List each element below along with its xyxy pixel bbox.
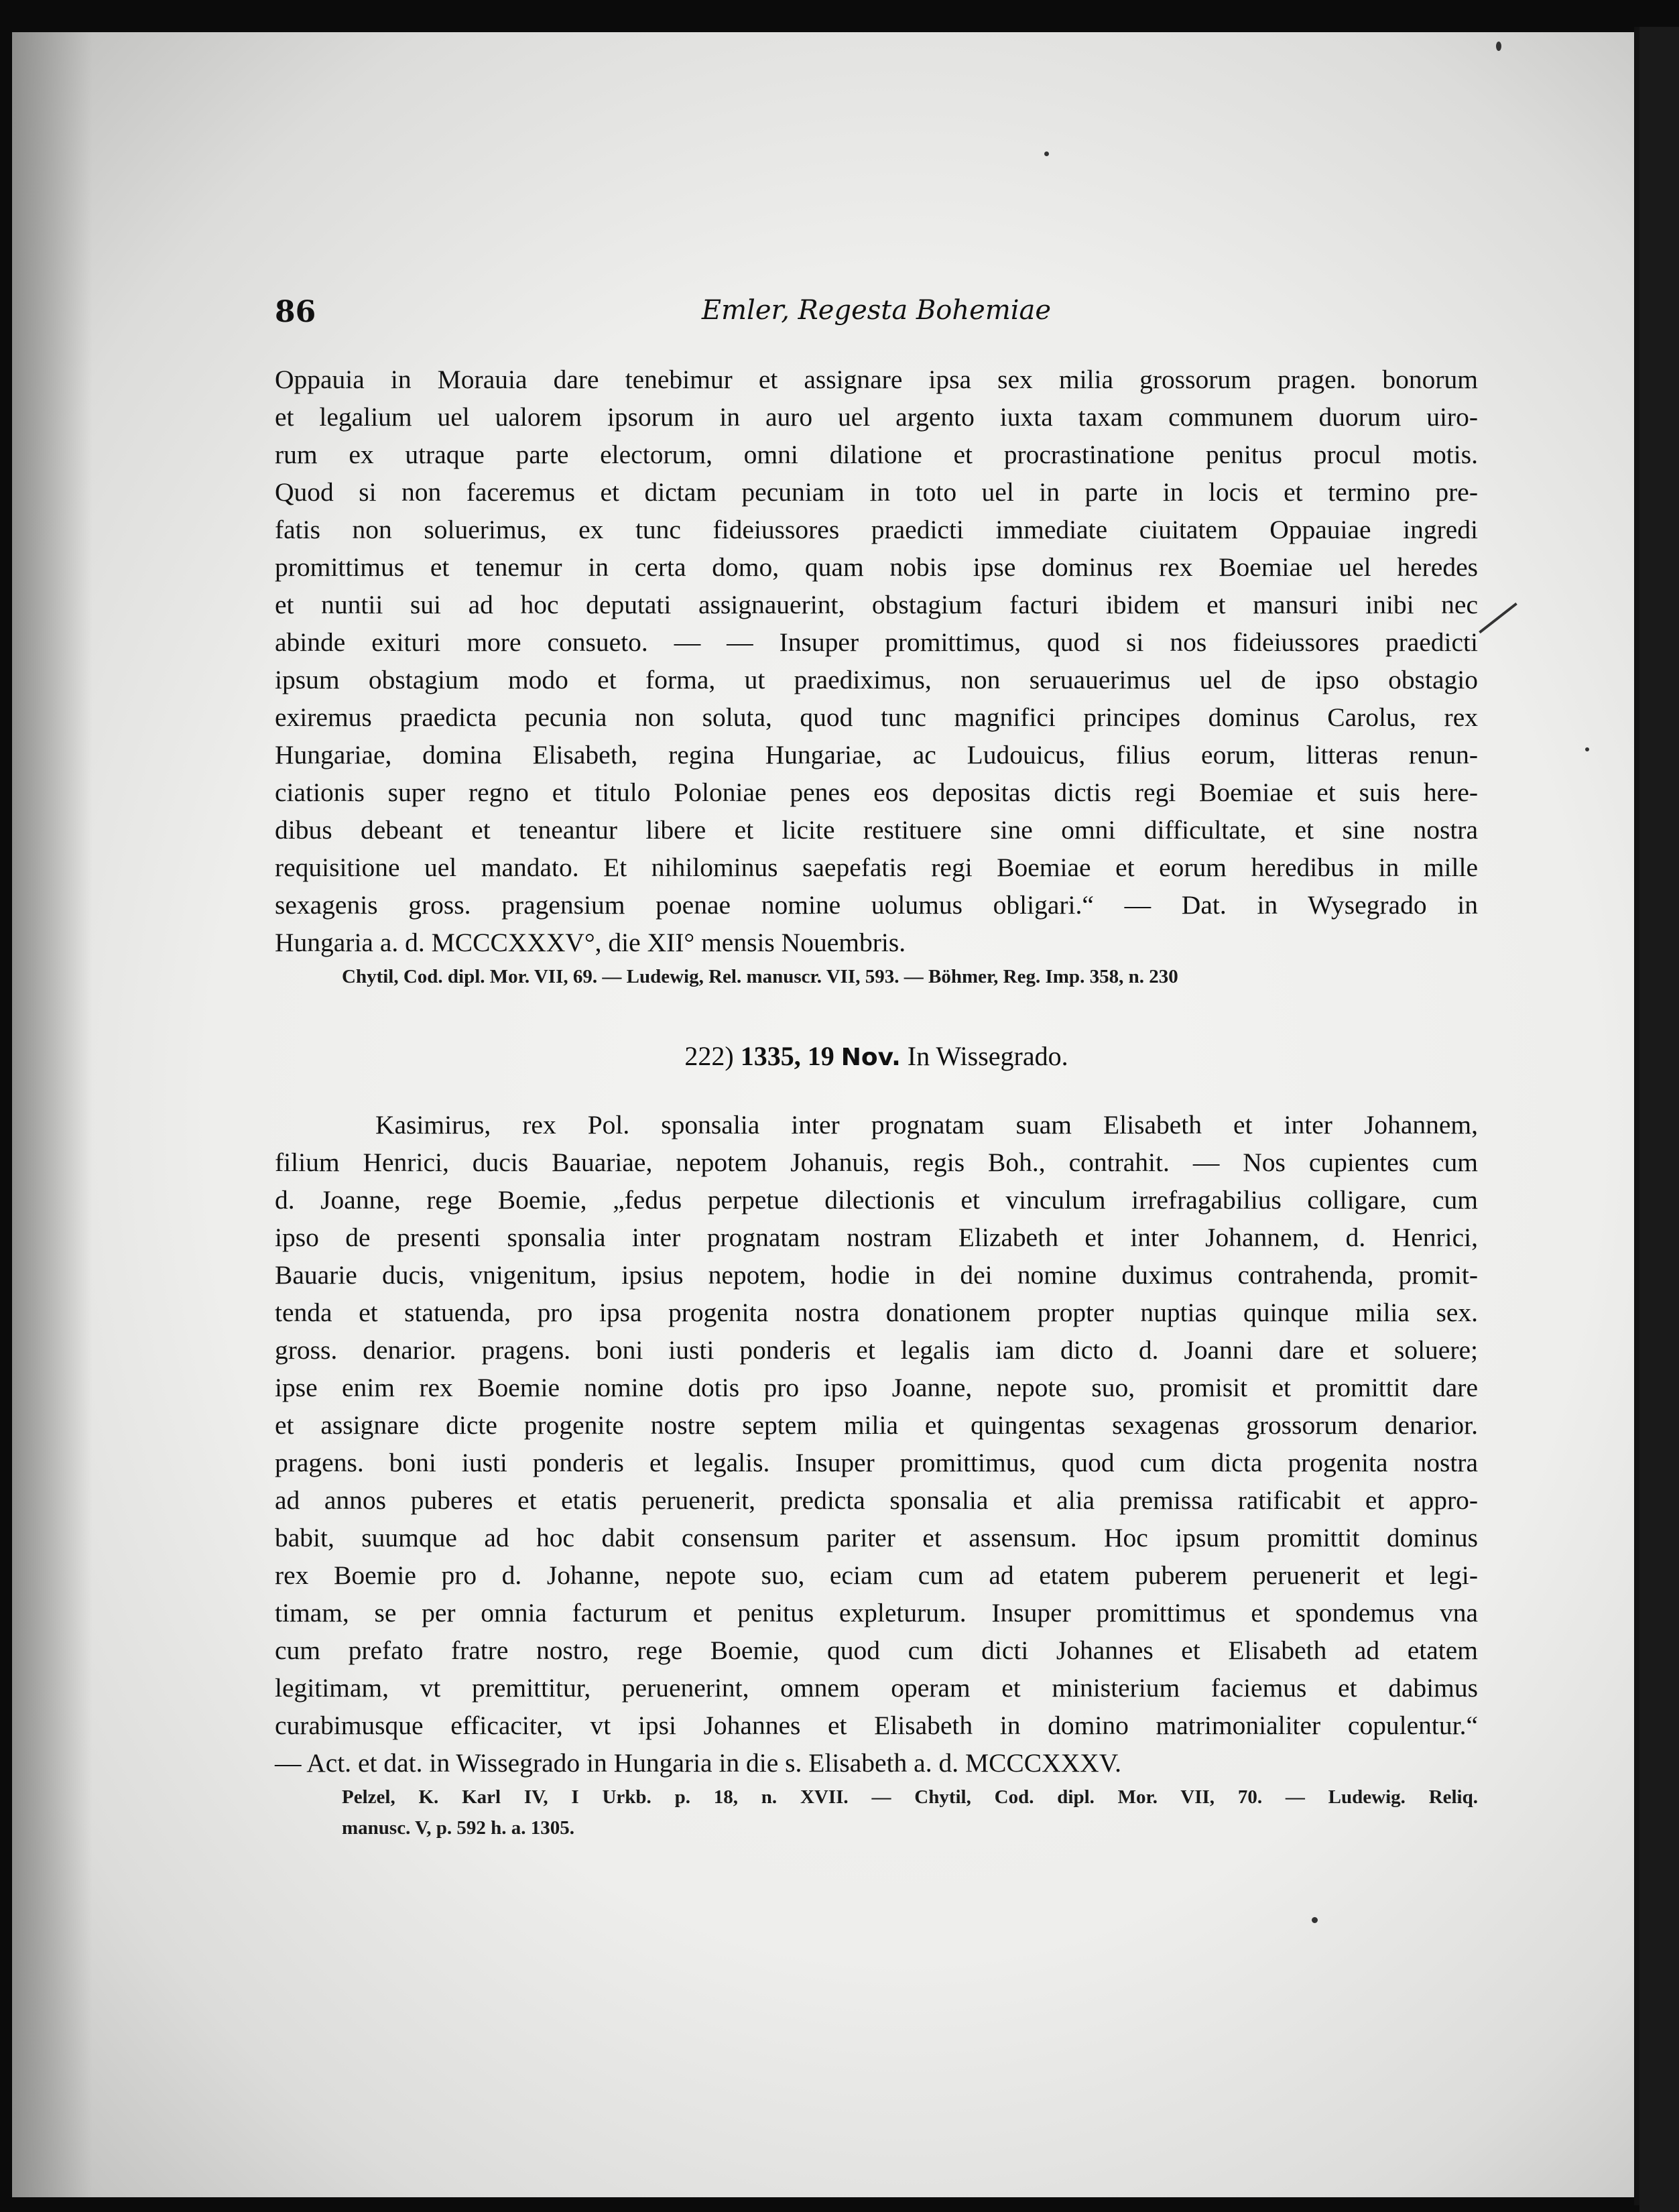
source-citation: manusc. V, p. 592 h. a. 1305.	[342, 1817, 575, 1839]
text-line: Hungariae, domina Elisabeth, regina Hungariae, ac Ludouicus, filius eorum, litteras renun-	[275, 740, 1478, 770]
text-line: cum prefato fratre nostro, rege Boemie, quod cum dicti Johannes et Elisabeth ad etatem	[275, 1636, 1478, 1665]
scan-speck	[1312, 1917, 1318, 1923]
page-edge-right	[1634, 27, 1639, 2205]
text-line: Hungaria a. d. MCCCXXXV°, die XII° mensis Nouembris.	[275, 928, 906, 957]
text-line: ipsum obstagium modo et forma, ut praediximus, non seruauerimus uel de ipso obstagio	[275, 665, 1478, 694]
text-line: filium Henrici, ducis Bauariae, nepotem Johanuis, regis Boh., contrahit. — Nos cupientes cum	[275, 1148, 1478, 1177]
text-line: Quod si non faceremus et dictam pecuniam in toto uel in parte in locis et termino pre-	[275, 477, 1478, 507]
text-line: babit, suumque ad hoc dabit consensum pariter et assensum. Hoc ipsum promittit dominus	[275, 1523, 1478, 1552]
source-citation: Pelzel, K. Karl IV, I Urkb. p. 18, n. XVII. — Chytil, Cod. dipl. Mor. VII, 70. — Ludewig. Reliq.	[342, 1786, 1478, 1808]
text-line: promittimus et tenemur in certa domo, quam nobis ipse dominus rex Boemiae uel heredes	[275, 552, 1478, 582]
text-line: gross. denarior. pragens. boni iusti ponderis et legalis iam dicto d. Joanni dare et soluere;	[275, 1335, 1478, 1365]
text-line: dibus debeant et teneantur libere et licite restituere sine omni difficultate, et sine nostra	[275, 815, 1478, 845]
text-line: requisitione uel mandato. Et nihilominus saepefatis regi Boemiae et eorum heredibus in mille	[275, 853, 1478, 882]
source-citation: Chytil, Cod. dipl. Mor. VII, 69. — Ludewig, Rel. manuscr. VII, 593. — Böhmer, Reg. Imp. 358, n. 230	[342, 966, 1178, 987]
text-line: rex Boemie pro d. Johanne, nepote suo, eciam cum ad etatem puberem peruenerit et legi-	[275, 1560, 1478, 1590]
text-line: curabimusque efficaciter, vt ipsi Johannes et Elisabeth in domino matrimonialiter copulentur.“	[275, 1711, 1478, 1740]
text-line: timam, se per omnia facturum et penitus expleturum. Insuper promittimus et spondemus vna	[275, 1598, 1478, 1627]
entry-place: In Wissegrado.	[907, 1041, 1068, 1071]
text-line: et nuntii sui ad hoc deputati assignauerint, obstagium facturi ibidem et mansuri inibi nec	[275, 590, 1478, 619]
text-line: pragens. boni iusti ponderis et legalis. Insuper promittimus, quod cum dicta progenita nostra	[275, 1448, 1478, 1477]
text-line: d. Joanne, rege Boemie, „fedus perpetue dilectionis et vinculum irrefragabilius colligare, cum	[275, 1185, 1478, 1215]
continued-document-text	[275, 361, 1478, 992]
scan-speck	[1044, 151, 1049, 156]
text-line: exiremus praedicta pecunia non soluta, quod tunc magnifici principes dominus Carolus, rex	[275, 702, 1478, 732]
text-line: legitimam, vt premittitur, peruenerint, omnem operam et ministerium faciemus et dabimus	[275, 1673, 1478, 1703]
text-line: et legalium uel ualorem ipsorum in auro uel argento iuxta taxam communem duorum uiro-	[275, 402, 1478, 432]
text-line: fatis non soluerimus, ex tunc fideiussores praedicti immediate ciuitatem Oppauiae ingredi	[275, 515, 1478, 544]
page-shadow-left	[12, 32, 92, 2197]
text-line: et assignare dicte progenite nostre septem milia et quingentas sexagenas grossorum denarior.	[275, 1410, 1478, 1440]
text-line: rum ex utraque parte electorum, omni dilatione et procrastinatione penitus procul motis.	[275, 440, 1478, 469]
text-line: Oppauia in Morauia dare tenebimur et assignare ipsa sex milia grossorum pragen. bonorum	[275, 365, 1478, 394]
text-line: abinde exituri more consueto. — — Insuper promittimus, quod si nos fideiussores praedicti	[275, 627, 1478, 657]
page-header	[275, 295, 1478, 335]
entry-month: Nov.	[841, 1044, 901, 1071]
scan-border-right	[1639, 27, 1679, 2212]
text-line: ipso de presenti sponsalia inter prognatam nostram Elizabeth et inter Johannem, d. Henrici,	[275, 1223, 1478, 1252]
running-title: Emler, Regesta Bohemiae	[701, 295, 1052, 326]
text-line: Bauarie ducis, vnigenitum, ipsius nepotem, hodie in dei nomine duximus contrahenda, promit-	[275, 1260, 1478, 1290]
entry-heading	[275, 1040, 1478, 1072]
text-line: Kasimirus, rex Pol. sponsalia inter prognatam suam Elisabeth et inter Johannem,	[375, 1110, 1478, 1140]
text-line: ipse enim rex Boemie nomine dotis pro ipso Joanne, nepote suo, promisit et promittit dare	[275, 1373, 1478, 1402]
entry-date: 1335, 19	[740, 1041, 834, 1071]
text-line: ad annos puberes et etatis peruenerit, predicta sponsalia et alia premissa ratificabit et appro-	[275, 1485, 1478, 1515]
entry-number: 222)	[684, 1041, 734, 1071]
text-line: sexagenis gross. pragensium poenae nomine uolumus obligari.“ — Dat. in Wysegrado in	[275, 890, 1478, 920]
scan-speck	[1496, 42, 1501, 51]
text-line: — Act. et dat. in Wissegrado in Hungaria in die s. Elisabeth a. d. MCCCXXXV.	[275, 1748, 1121, 1778]
text-line: ciationis super regno et titulo Poloniae penes eos depositas dictis regi Boemiae et suis here-	[275, 778, 1478, 807]
entry-222-text	[275, 1106, 1478, 1843]
page-number: 86	[275, 295, 316, 329]
scan-speck	[1585, 747, 1589, 751]
text-line: tenda et statuenda, pro ipsa progenita nostra donationem propter nuptias quinque milia sex.	[275, 1298, 1478, 1327]
